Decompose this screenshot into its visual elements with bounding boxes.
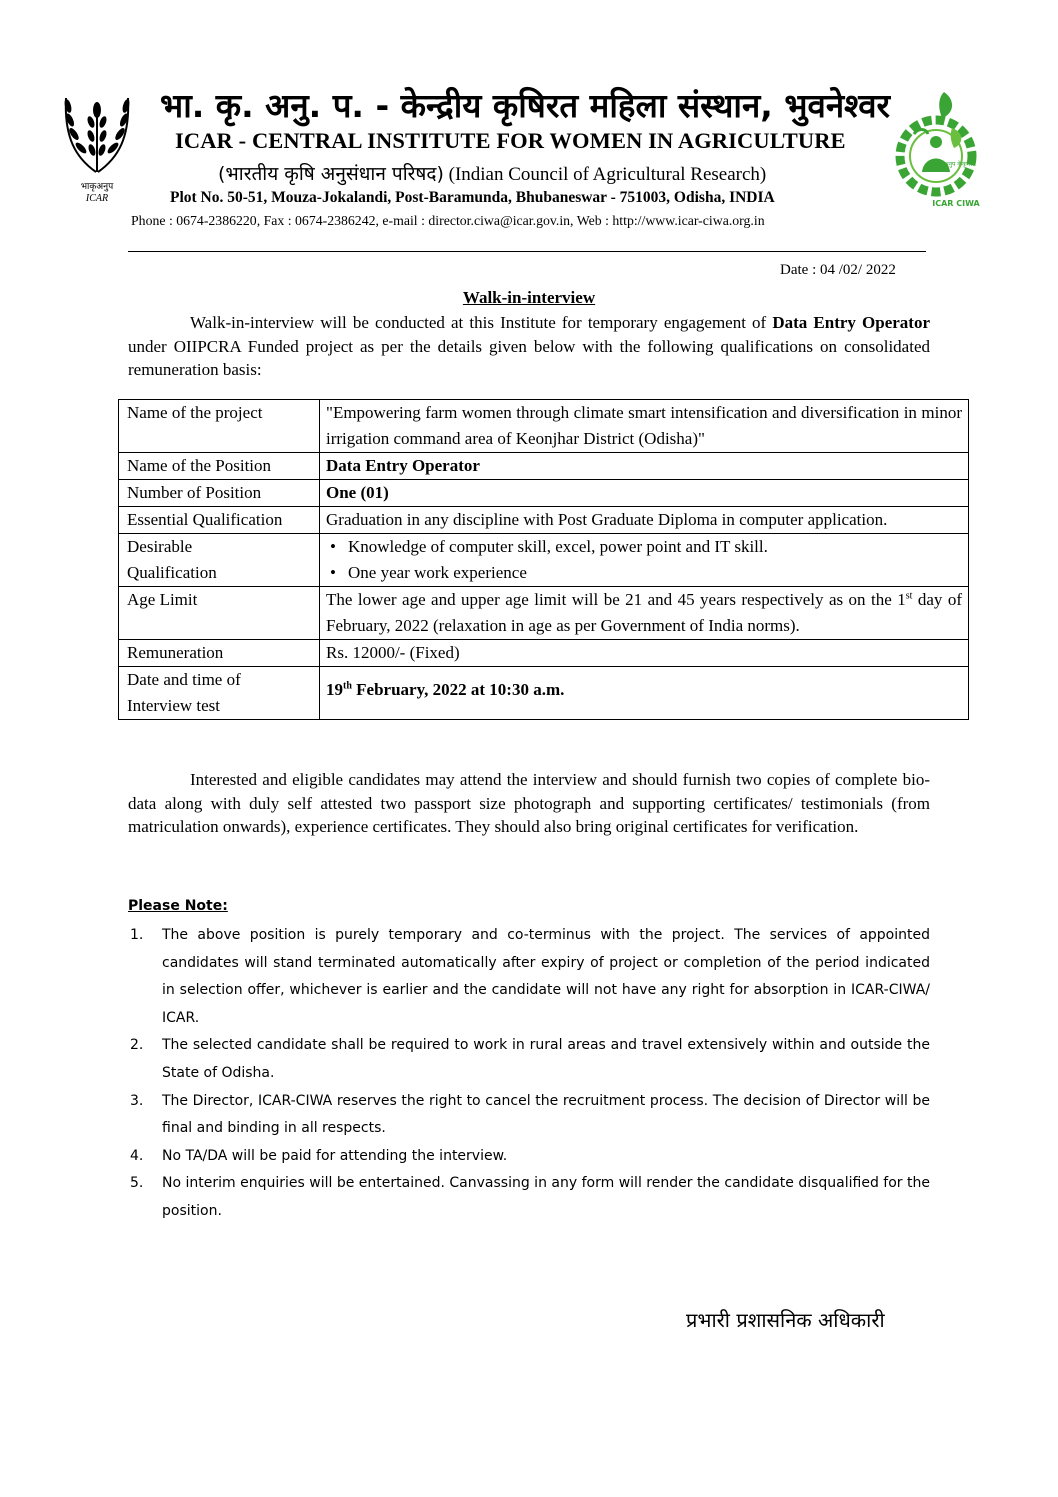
table-row-age <box>119 587 969 640</box>
table-row-position <box>119 453 969 480</box>
council-line <box>218 160 766 186</box>
note-text: The above position is purely temporary and co-terminus with the project. The services of appointed candidates will stand terminated automatically after expiry of project or completion of the period indicated in selection offer, whichever is earlier and the candidate will not have any right for absorption in ICAR-CIWA/ ICAR. <box>162 927 930 1026</box>
note-heading: Please Note: <box>128 898 228 914</box>
desirable-label <box>119 534 320 587</box>
note-text: No TA/DA will be paid for attending the interview. <box>162 1147 508 1164</box>
age-text-1: The lower age and upper age limit will be 21 and 45 years respectively as on the 1 <box>326 590 906 609</box>
note-number: 5. <box>130 1175 144 1192</box>
number-value: One (01) <box>320 480 969 507</box>
interview-label-line-1: Date and time of <box>127 670 241 689</box>
interview-date-rest: February, 2022 at 10:30 a.m. <box>351 680 565 699</box>
position-label: Name of the Position <box>119 453 320 480</box>
ciwa-circular-emblem-icon <box>892 88 980 214</box>
table-row-essential <box>119 507 969 534</box>
age-superscript: st <box>905 590 913 602</box>
intro-position-bold: Data Entry Operator <box>772 313 930 332</box>
interview-label-line-2: Interview test <box>127 696 220 715</box>
note-text: The selected candidate shall be required to work in rural areas and travel extensively within and outside the State of Odisha. <box>162 1037 930 1081</box>
table-row-remuneration <box>119 640 969 667</box>
project-label: Name of the project <box>119 400 320 453</box>
svg-text:भाकृअनुप केकृमसं: भाकृअनुप केकृमसं <box>933 161 975 168</box>
project-value: "Empowering farm women through climate smart intensification and diversification in minor irrigation command area of Keonjhar District (Odisha)" <box>320 400 969 453</box>
note-number: 2. <box>130 1037 144 1054</box>
council-english: (Indian Council of Agricultural Research) <box>448 164 767 185</box>
interview-date <box>326 667 962 703</box>
interview-value <box>320 667 969 720</box>
institute-name-hindi: भा. कृ. अनु. प. - केन्द्रीय कृषिरत महिला संस्थान, भुवनेश्वर <box>160 86 891 125</box>
note-number: 1. <box>130 927 144 943</box>
document-title: Walk-in-interview <box>462 288 596 307</box>
institute-address: Plot No. 50-51, Mouza-Jokalandi, Post-Baramunda, Bhubaneswar - 751003, Odisha, INDIA <box>170 189 775 206</box>
interview-day: 19 <box>326 680 343 699</box>
position-details-table <box>118 399 969 720</box>
list-item <box>128 1170 930 1225</box>
svg-text:भाकृअनुप: भाकृअनुप <box>80 182 114 192</box>
desirable-value <box>320 534 969 587</box>
signatory-designation: प्रभारी प्रशासनिक अधिकारी <box>686 1308 885 1332</box>
position-value: Data Entry Operator <box>320 453 969 480</box>
desirable-label-line-1: Desirable <box>127 537 193 556</box>
list-item: • Knowledge of computer skill, excel, power point and IT skill. <box>326 534 962 560</box>
intro-text-2: under OIIPCRA Funded project as per the details given below with the following qualifications on consolidated remuneration basis: <box>128 336 930 379</box>
age-label: Age Limit <box>119 587 320 640</box>
age-value <box>320 587 969 640</box>
list-item <box>128 1143 930 1171</box>
note-text: No interim enquiries will be entertained. Canvassing in any form will render the candidate disqualified for the position. <box>162 1175 930 1219</box>
intro-text-1: Walk-in-interview will be conducted at this Institute for temporary engagement of <box>190 313 773 332</box>
contact-line: Phone : 0674-2386220, Fax : 0674-2386242, e-mail : director.ciwa@icar.gov.in, Web : http://www.icar-ciwa.org.in <box>131 213 765 228</box>
table-row-project <box>119 400 969 453</box>
table-row-number <box>119 480 969 507</box>
table-row-interview <box>119 667 969 720</box>
institute-name-english: ICAR - CENTRAL INSTITUTE FOR WOMEN IN AGRICULTURE <box>175 128 846 153</box>
svg-text:ICAR CIWA: ICAR CIWA <box>932 199 980 208</box>
document-date: Date : 04 /02/ 2022 <box>780 262 896 278</box>
ciwa-logo <box>892 88 980 214</box>
icar-wheat-emblem-icon <box>56 88 138 206</box>
candidate-instructions-paragraph: Interested and eligible candidates may attend the interview and should furnish two copies of complete bio-data along with duly self attested two passport size photograph and supporting certificates/ testimonials (from matriculation onwards), experience certificates. They should also bring original certificates for verification. <box>128 770 930 836</box>
notes-list <box>128 922 930 1226</box>
intro-paragraph <box>128 311 930 382</box>
desirable-label-line-2: Qualification <box>127 563 217 582</box>
list-item <box>128 1032 930 1087</box>
council-hindi: (भारतीय कृषि अनुसंधान परिषद) <box>218 163 444 185</box>
essential-label: Essential Qualification <box>119 507 320 534</box>
icar-logo <box>56 88 138 206</box>
note-number: 3. <box>130 1092 144 1109</box>
table-row-desirable <box>119 534 969 587</box>
note-number: 4. <box>130 1147 144 1164</box>
interview-label <box>119 667 320 720</box>
note-text: The Director, ICAR-CIWA reserves the right to cancel the recruitment process. The decision of Director will be final and binding in all respects. <box>162 1092 930 1137</box>
number-label: Number of Position <box>119 480 320 507</box>
interview-superscript: th <box>343 680 352 692</box>
age-text-2: day of February, 2022 (relaxation in age as per Government of India norms). <box>326 590 962 635</box>
svg-text:ICAR: ICAR <box>85 193 109 204</box>
remuneration-label: Remuneration <box>119 640 320 667</box>
essential-value: Graduation in any discipline with Post Graduate Diploma in computer application. <box>320 507 969 534</box>
remuneration-value: Rs. 12000/- (Fixed) <box>320 640 969 667</box>
list-item <box>128 1088 930 1143</box>
list-item <box>128 922 930 1032</box>
list-item: • One year work experience <box>326 560 962 586</box>
header-divider <box>128 251 926 252</box>
